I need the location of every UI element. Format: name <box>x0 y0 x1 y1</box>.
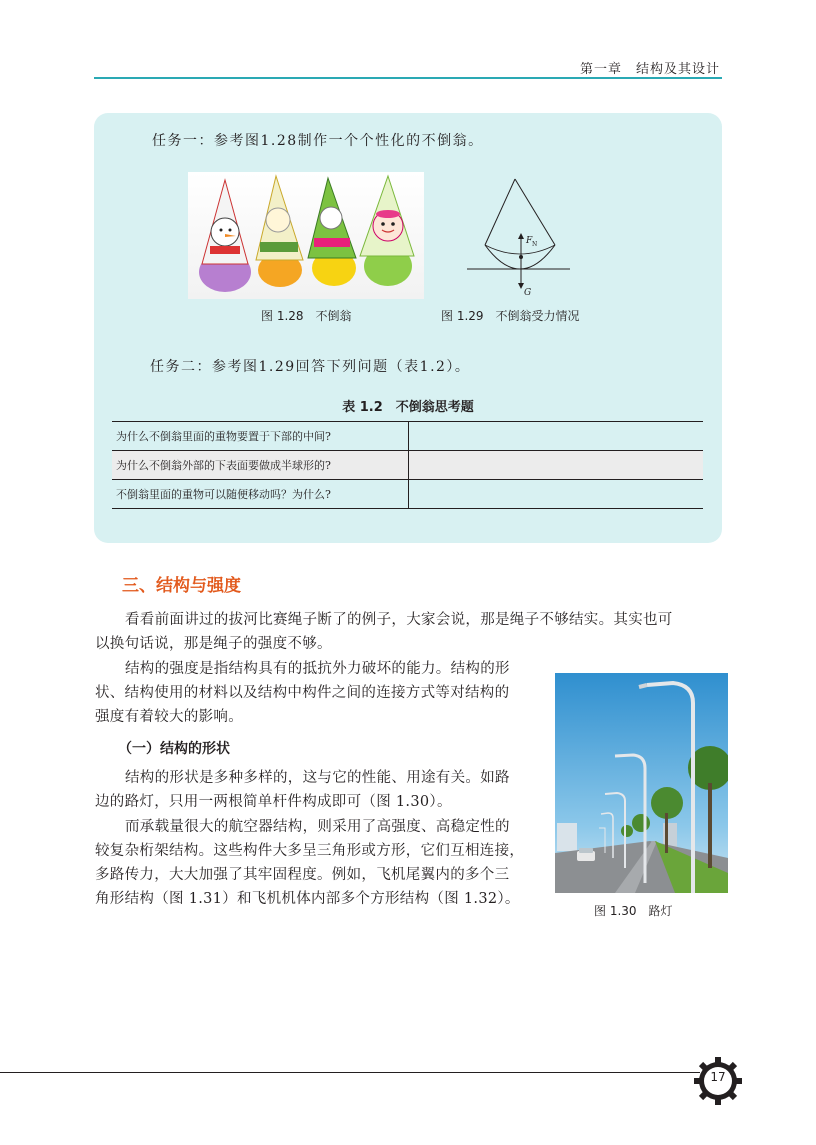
para4-line4: 角形结构（图 1.31）和飞机机体内部多个方形结构（图 1.32）。 <box>95 891 520 907</box>
streetlamp-photo <box>555 673 728 893</box>
para1-line1: 看看前面讲过的拔河比赛绳子断了的例子，大家会说，那是绳子不够结实。其实也可 <box>125 612 673 628</box>
page-number: 17 <box>710 1070 726 1084</box>
table-row <box>112 480 703 509</box>
fn-label: F <box>526 236 533 246</box>
para2-line2: 状、结构使用的材料以及结构中构件之间的连接方式等对结构的 <box>95 685 510 701</box>
fn-subscript: N <box>532 241 538 248</box>
task-two-text: 任务二：参考图1.29回答下列问题（表1.2）。 <box>150 359 471 375</box>
think-table <box>112 421 703 509</box>
table-row <box>112 422 703 451</box>
fig129-caption: 图 1.29 不倒翁受力情况 <box>441 309 580 323</box>
task-one-text: 任务一：参考图1.28制作一个个性化的不倒翁。 <box>152 133 484 149</box>
table-answer-cell <box>409 422 704 451</box>
para4-line2: 较复杂桁架结构。这些构件大多呈三角形或方形，它们互相连接， <box>95 843 525 859</box>
table-row <box>112 451 703 480</box>
para2-line1: 结构的强度是指结构具有的抵抗外力破坏的能力。结构的形 <box>125 661 510 677</box>
header-rule <box>94 77 722 79</box>
table-question: 为什么不倒翁外部的下表面要做成半球形的? <box>112 451 409 480</box>
table-answer-cell <box>409 451 704 480</box>
para3-line1: 结构的形状是多种多样的，这与它的性能、用途有关。如路 <box>125 770 510 786</box>
para4-line1: 而承载量很大的航空器结构，则采用了高强度、高稳定性的 <box>125 819 510 835</box>
fig130-caption: 图 1.30 路灯 <box>594 904 673 918</box>
para2-line3: 强度有着较大的影响。 <box>95 709 243 725</box>
table-question: 为什么不倒翁里面的重物要置于下部的中间? <box>112 422 409 451</box>
chapter-header: 第一章 结构及其设计 <box>579 62 720 77</box>
table-title: 表 1.2 不倒翁思考题 <box>342 400 474 415</box>
para3-line2: 边的路灯，只用一两根简单杆件构成即可（图 1.30）。 <box>95 794 452 810</box>
tumbler-force-diagram <box>465 175 575 300</box>
subheading-shape: （一）结构的形状 <box>118 741 230 757</box>
g-label: G <box>524 288 532 298</box>
section-title: 三、结构与强度 <box>122 576 241 596</box>
para4-line3: 多路传力，大大加强了其牢固程度。例如，飞机尾翼内的多个三 <box>95 867 510 883</box>
footer-rule <box>0 1072 700 1073</box>
table-answer-cell <box>409 480 704 509</box>
table-question: 不倒翁里面的重物可以随便移动吗？为什么? <box>112 480 409 509</box>
para1-line2: 以换句话说，那是绳子的强度不够。 <box>95 636 332 652</box>
tumbler-photo <box>188 172 424 299</box>
fig128-caption: 图 1.28 不倒翁 <box>261 309 352 323</box>
